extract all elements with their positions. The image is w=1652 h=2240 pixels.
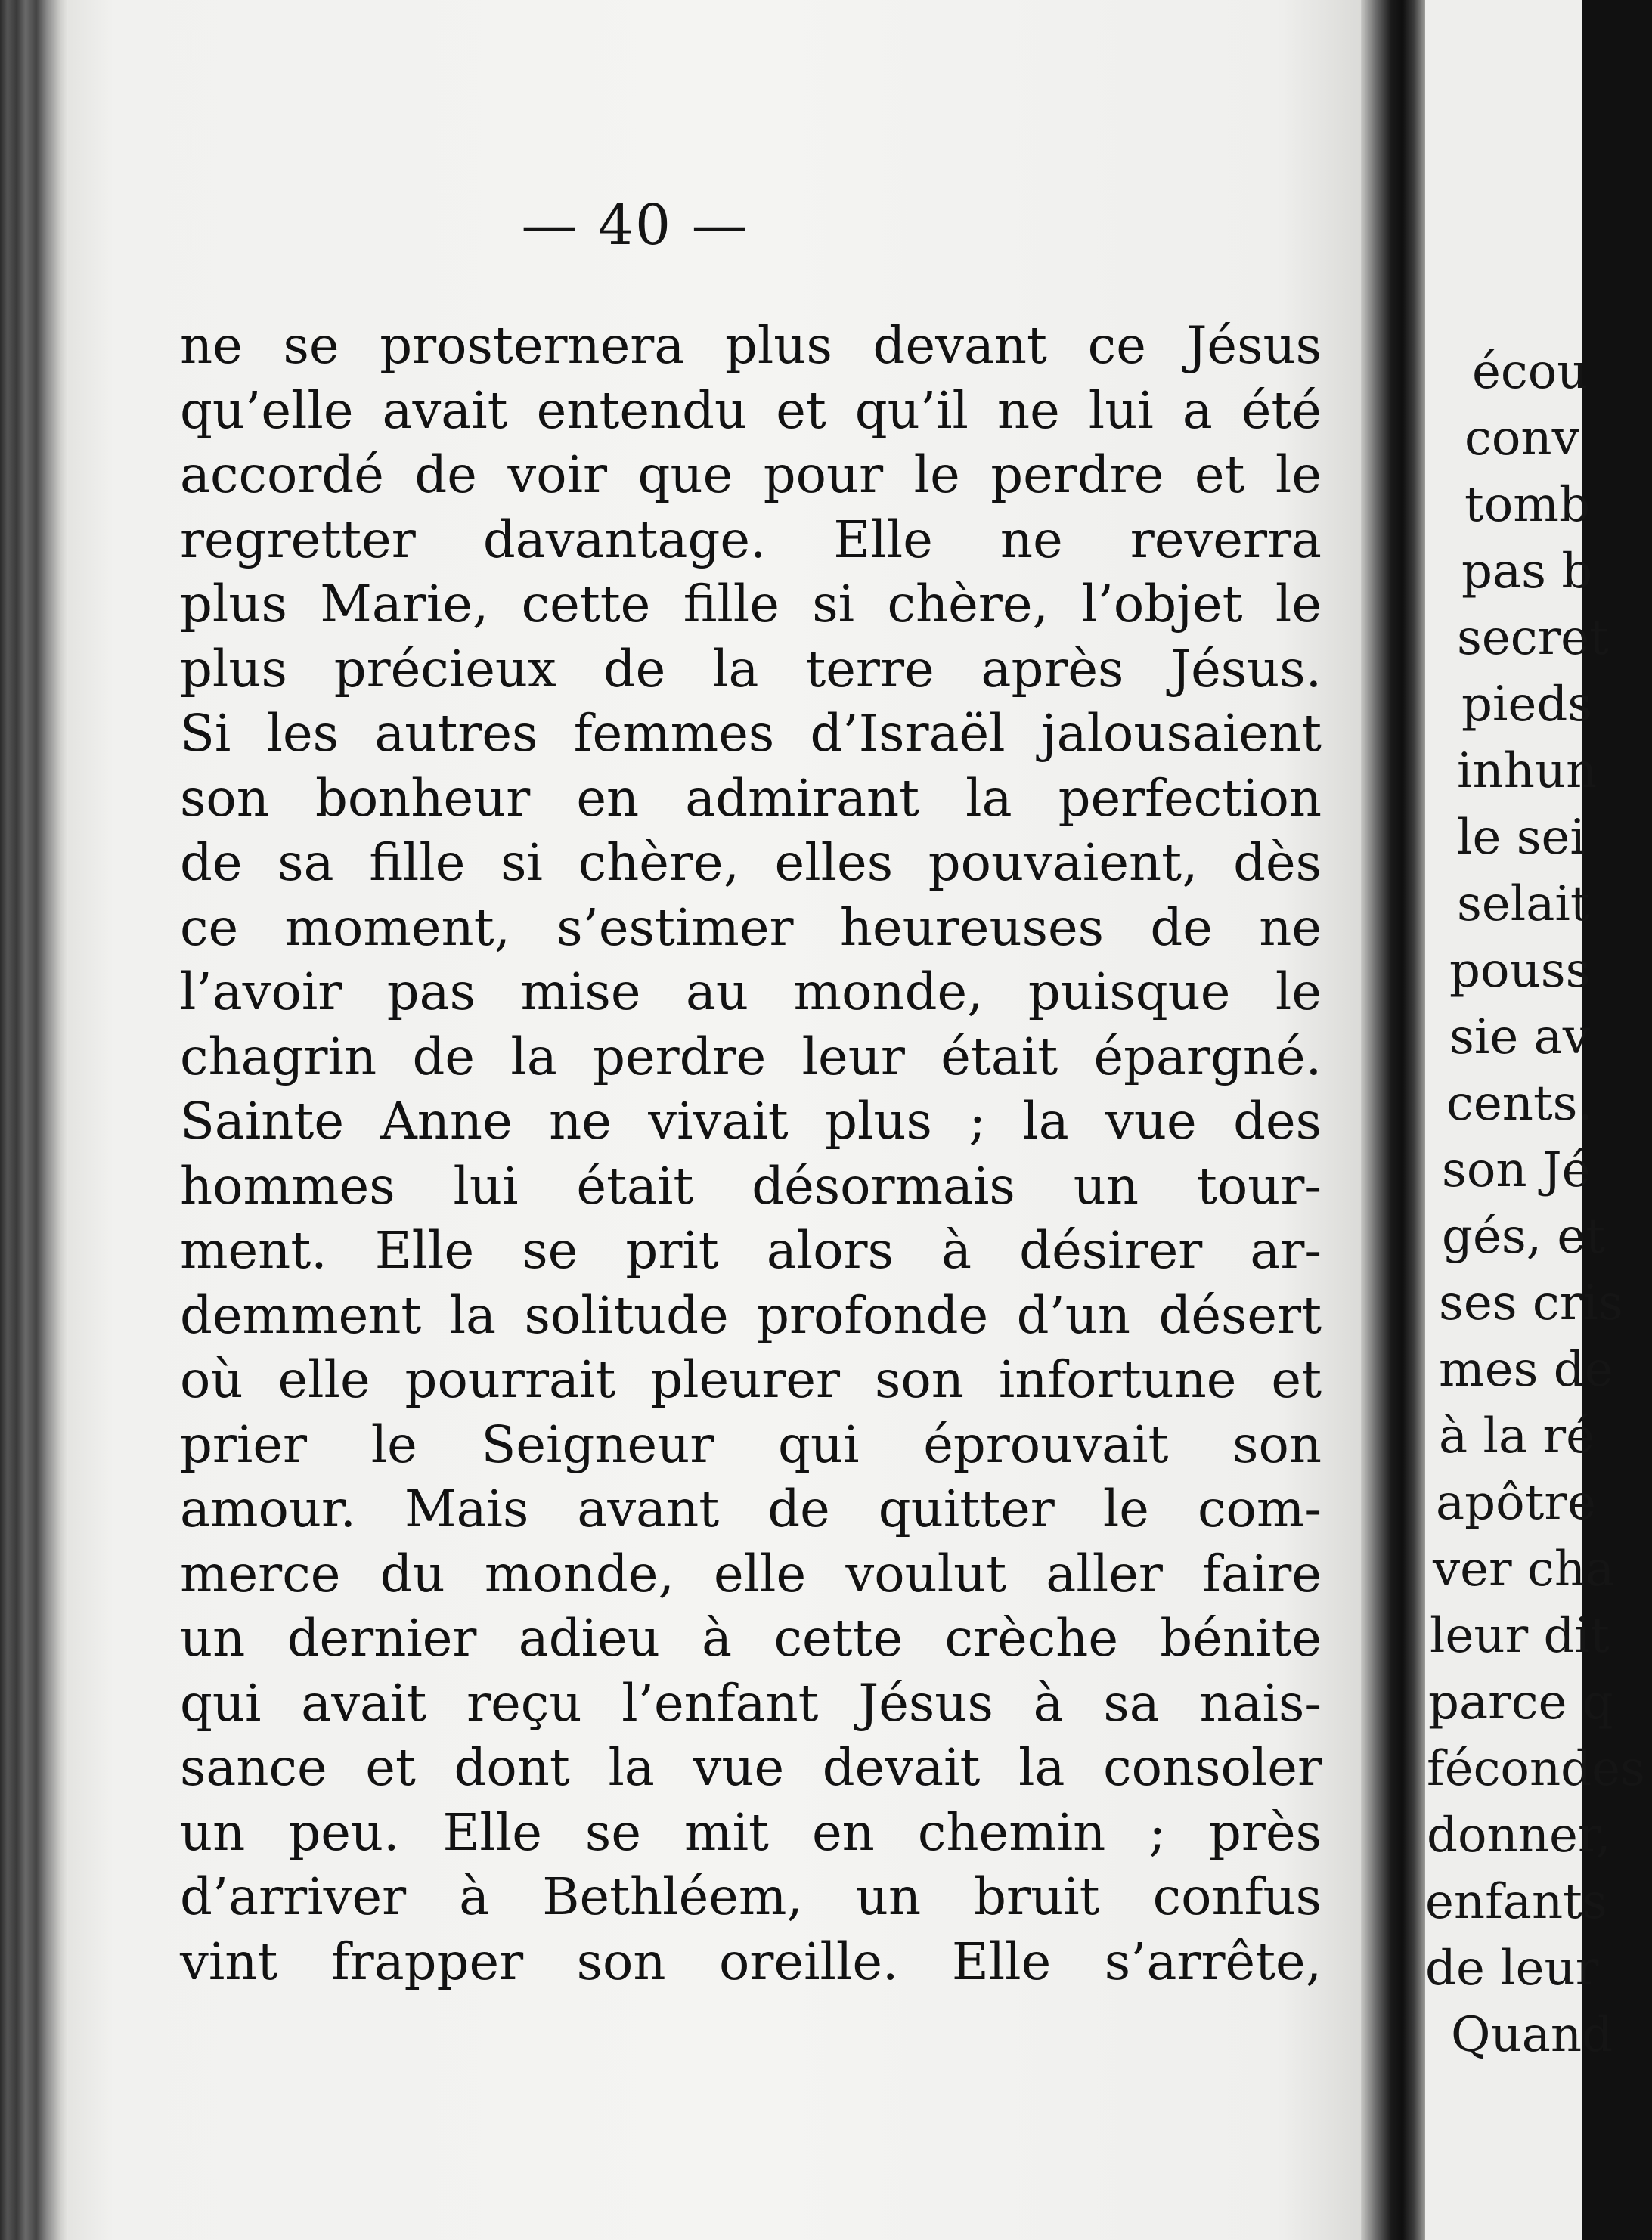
- text-line: son bonheur en admirant la perfection: [180, 768, 1322, 828]
- next-page-line: sie av: [1449, 1009, 1590, 1065]
- text-line: ment. Elle se prit alors à désirer ar-: [180, 1221, 1322, 1280]
- next-page-line: ses cris: [1439, 1275, 1623, 1331]
- text-line: demment la solitude profonde d’un désert: [180, 1285, 1322, 1345]
- next-page-line: Quand: [1451, 2007, 1613, 2063]
- next-page-line: fécondes: [1427, 1741, 1645, 1797]
- text-line: accordé de voir que pour le perdre et le: [180, 445, 1322, 504]
- next-page-line: leur dit: [1430, 1608, 1610, 1664]
- text-line: de sa fille si chère, elles pouvaient, dès: [180, 833, 1322, 892]
- next-page-line: apôtre: [1436, 1475, 1596, 1531]
- text-line: plus Marie, cette fille si chère, l’objet le: [180, 575, 1322, 634]
- next-page-line: écou: [1472, 344, 1588, 400]
- text-line: qu’elle avait entendu et qu’il ne lui a été: [180, 380, 1322, 440]
- next-page-line: conv: [1464, 411, 1579, 466]
- next-page-line: pouss: [1449, 943, 1591, 999]
- next-page-line: donner,: [1427, 1808, 1611, 1864]
- text-line: chagrin de la perdre leur était épargné.: [180, 1027, 1322, 1086]
- text-line: Sainte Anne ne vivait plus ; la vue des: [180, 1092, 1322, 1151]
- next-page-fragment: [1425, 0, 1645, 2240]
- next-page-line: son Jé: [1442, 1142, 1591, 1198]
- next-page-line: pas b: [1461, 544, 1593, 600]
- text-line: ne se prosternera plus devant ce Jésus: [180, 316, 1322, 375]
- text-line: ce moment, s’estimer heureuses de ne: [180, 897, 1322, 957]
- book-edge: [0, 0, 68, 2240]
- text-line: un dernier adieu à cette crèche bénite: [180, 1609, 1322, 1668]
- page-body-text: [180, 314, 1322, 1994]
- text-line: vint frapper son oreille. Elle s’arrête,: [180, 1932, 1322, 1991]
- next-page-line: inhun: [1457, 743, 1598, 799]
- text-line: hommes lui était désormais un tour-: [180, 1156, 1322, 1216]
- next-page-line: gés, et: [1442, 1209, 1605, 1265]
- next-page-line: cents.: [1446, 1076, 1593, 1132]
- text-line: qui avait reçu l’enfant Jésus à sa nais-: [180, 1673, 1322, 1733]
- next-page-line: mes de: [1439, 1342, 1613, 1398]
- text-line: l’avoir pas mise au monde, puisque le: [180, 962, 1322, 1021]
- next-page-line: pieds: [1461, 677, 1593, 733]
- next-page-line: selait: [1457, 876, 1590, 932]
- next-page-line: le sei: [1457, 810, 1585, 866]
- text-line: Si les autres femmes d’Israël jalousaient: [180, 704, 1322, 763]
- text-line: regretter davantage. Elle ne reverra: [180, 510, 1322, 569]
- next-page-line: à la ré: [1439, 1408, 1595, 1464]
- text-line: amour. Mais avant de quitter le com-: [180, 1479, 1322, 1538]
- next-page-line: ver cha: [1433, 1541, 1615, 1597]
- next-page-line: de leur: [1425, 1941, 1599, 1997]
- next-page-line: tomb: [1464, 477, 1590, 533]
- next-page-line: secret: [1457, 610, 1609, 666]
- text-line: sance et dont la vue devait la consoler: [180, 1738, 1322, 1797]
- page-number: — 40 —: [521, 193, 749, 258]
- book-gutter: [1361, 0, 1425, 2240]
- text-line: prier le Seigneur qui éprouvait son: [180, 1414, 1322, 1474]
- next-page-line: parce q: [1428, 1675, 1613, 1730]
- text-line: un peu. Elle se mit en chemin ; près: [180, 1802, 1322, 1862]
- text-line: d’arriver à Bethléem, un bruit confus: [180, 1867, 1322, 1926]
- text-line: où elle pourrait pleurer son infortune et: [180, 1350, 1322, 1409]
- next-page-line: enfants: [1425, 1874, 1607, 1930]
- text-line: merce du monde, elle voulut aller faire: [180, 1544, 1322, 1603]
- text-line: plus précieux de la terre après Jésus.: [180, 639, 1322, 699]
